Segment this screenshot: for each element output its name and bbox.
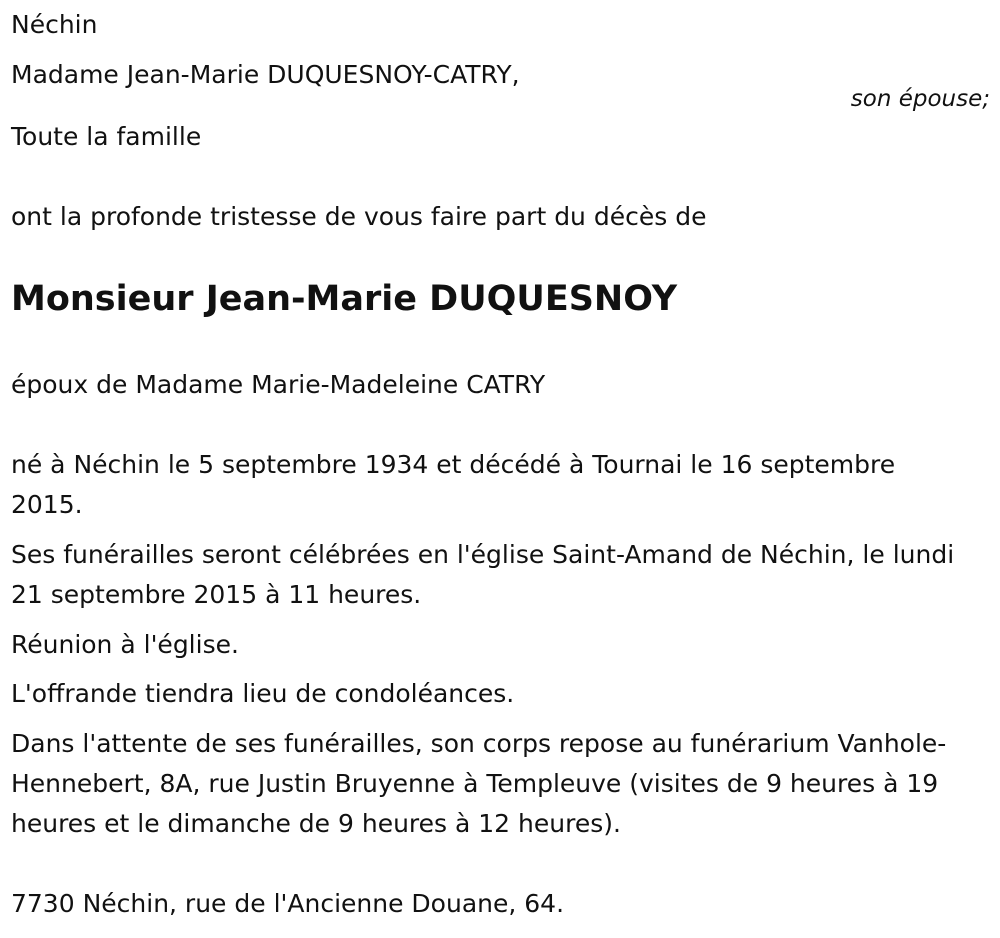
- offering-paragraph: L'offrande tiendra lieu de condoléances.: [11, 679, 515, 708]
- deceased-name: Monsieur Jean-Marie DUQUESNOY: [11, 279, 678, 319]
- family-member-spouse: Madame Jean-Marie DUQUESNOY-CATRY,: [11, 60, 520, 89]
- announcement-text: ont la profonde tristesse de vous faire part du décès de: [11, 202, 707, 231]
- notice-location: Néchin: [11, 10, 98, 39]
- birth-death-paragraph: né à Néchin le 5 septembre 1934 et décédé à Tournai le 16 septembre 2015.: [11, 450, 896, 519]
- funerarium-paragraph: Dans l'attente de ses funérailles, son corps repose au funérarium Vanhole-Hennebert, 8A, rue Justin Bruyenne à Templeuve (visites de 9 heures à 19 heures et le dimanche de 9 heures à 12 heures).: [11, 729, 947, 838]
- spouse-line: époux de Madame Marie-Madeleine CATRY: [11, 370, 546, 399]
- family-member-family: Toute la famille: [11, 122, 202, 151]
- family-relation-spouse: son épouse;: [850, 86, 990, 112]
- meeting-paragraph: Réunion à l'église.: [11, 630, 239, 659]
- address-line: 7730 Néchin, rue de l'Ancienne Douane, 64.: [11, 889, 565, 918]
- funeral-paragraph: Ses funérailles seront célébrées en l'église Saint-Amand de Néchin, le lundi 21 septembre 2015 à 11 heures.: [11, 540, 955, 609]
